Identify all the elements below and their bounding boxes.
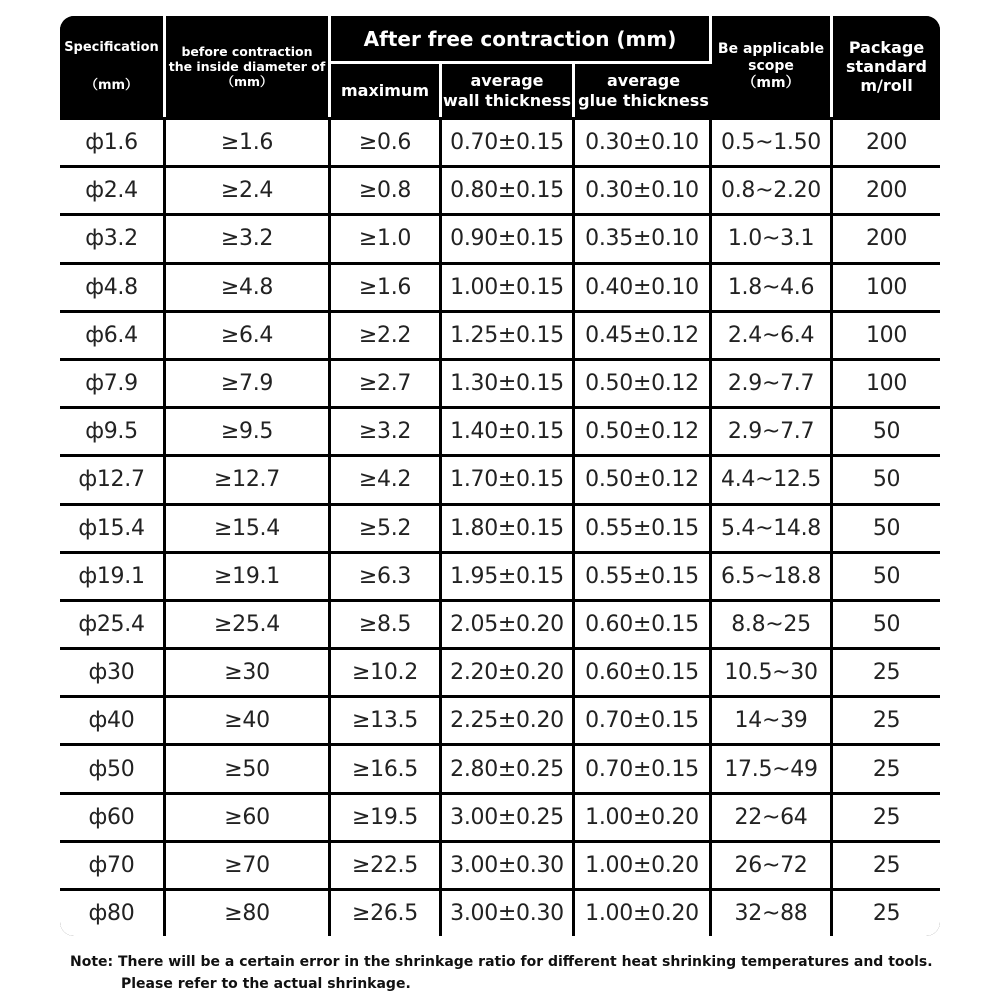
header-specification-unit: （mm） [84, 77, 139, 93]
cell-applicable-scope: 5.4~14.8 [712, 503, 833, 551]
table-row [60, 599, 940, 647]
spec-table [60, 16, 940, 936]
cell-package-standard: 25 [833, 840, 940, 888]
header-average-glue-thickness [575, 64, 712, 117]
cell-package-standard: 50 [833, 551, 940, 599]
cell-glue-thickness: 0.50±0.12 [575, 406, 712, 454]
table-row [60, 792, 940, 840]
cell-inside-diameter: ≥12.7 [166, 454, 331, 502]
cell-package-standard: 50 [833, 599, 940, 647]
cell-wall-thickness: 2.25±0.20 [442, 695, 575, 743]
cell-glue-thickness: 0.55±0.15 [575, 551, 712, 599]
cell-applicable-scope: 26~72 [712, 840, 833, 888]
cell-specification: ф4.8 [60, 262, 166, 310]
header-before-unit: （mm） [221, 74, 273, 89]
cell-glue-thickness: 0.45±0.12 [575, 310, 712, 358]
cell-inside-diameter: ≥15.4 [166, 503, 331, 551]
cell-applicable-scope: 2.4~6.4 [712, 310, 833, 358]
header-scope-unit: （mm） [742, 74, 800, 91]
cell-applicable-scope: 0.5~1.50 [712, 117, 833, 165]
cell-package-standard: 200 [833, 165, 940, 213]
table-row [60, 358, 940, 406]
cell-wall-thickness: 2.05±0.20 [442, 599, 575, 647]
cell-wall-thickness: 0.90±0.15 [442, 213, 575, 261]
cell-package-standard: 50 [833, 503, 940, 551]
cell-specification: ф6.4 [60, 310, 166, 358]
cell-applicable-scope: 1.0~3.1 [712, 213, 833, 261]
table-row [60, 647, 940, 695]
cell-applicable-scope: 6.5~18.8 [712, 551, 833, 599]
cell-maximum: ≥1.0 [331, 213, 442, 261]
cell-maximum: ≥6.3 [331, 551, 442, 599]
cell-applicable-scope: 2.9~7.7 [712, 406, 833, 454]
cell-maximum: ≥0.8 [331, 165, 442, 213]
table-row [60, 551, 940, 599]
table-row [60, 454, 940, 502]
header-maximum: maximum [331, 64, 442, 117]
cell-wall-thickness: 0.70±0.15 [442, 117, 575, 165]
cell-wall-thickness: 3.00±0.25 [442, 792, 575, 840]
table-row [60, 503, 940, 551]
cell-applicable-scope: 32~88 [712, 888, 833, 936]
cell-maximum: ≥8.5 [331, 599, 442, 647]
header-wall-line1: average [470, 71, 544, 91]
cell-wall-thickness: 0.80±0.15 [442, 165, 575, 213]
cell-inside-diameter: ≥60 [166, 792, 331, 840]
cell-glue-thickness: 0.60±0.15 [575, 599, 712, 647]
cell-inside-diameter: ≥50 [166, 743, 331, 791]
cell-specification: ф70 [60, 840, 166, 888]
cell-glue-thickness: 1.00±0.20 [575, 888, 712, 936]
cell-specification: ф9.5 [60, 406, 166, 454]
cell-inside-diameter: ≥4.8 [166, 262, 331, 310]
table-row [60, 117, 940, 165]
header-before-line2: the inside diameter of [168, 59, 326, 74]
cell-applicable-scope: 22~64 [712, 792, 833, 840]
cell-wall-thickness: 1.70±0.15 [442, 454, 575, 502]
cell-wall-thickness: 1.80±0.15 [442, 503, 575, 551]
table-row [60, 695, 940, 743]
cell-inside-diameter: ≥3.2 [166, 213, 331, 261]
cell-applicable-scope: 17.5~49 [712, 743, 833, 791]
cell-wall-thickness: 1.40±0.15 [442, 406, 575, 454]
cell-maximum: ≥2.2 [331, 310, 442, 358]
cell-wall-thickness: 2.80±0.25 [442, 743, 575, 791]
cell-glue-thickness: 0.50±0.12 [575, 358, 712, 406]
table-body [60, 117, 940, 936]
cell-glue-thickness: 0.55±0.15 [575, 503, 712, 551]
table-header [60, 16, 940, 117]
table-row [60, 406, 940, 454]
cell-inside-diameter: ≥25.4 [166, 599, 331, 647]
cell-glue-thickness: 0.50±0.12 [575, 454, 712, 502]
header-specification [60, 16, 166, 117]
cell-wall-thickness: 1.30±0.15 [442, 358, 575, 406]
cell-package-standard: 25 [833, 888, 940, 936]
header-scope-line2: scope [748, 58, 794, 75]
cell-package-standard: 25 [833, 792, 940, 840]
header-scope-line1: Be applicable [717, 41, 825, 58]
cell-glue-thickness: 0.60±0.15 [575, 647, 712, 695]
cell-applicable-scope: 14~39 [712, 695, 833, 743]
cell-package-standard: 25 [833, 647, 940, 695]
cell-inside-diameter: ≥70 [166, 840, 331, 888]
cell-glue-thickness: 0.35±0.10 [575, 213, 712, 261]
header-before-line1: before contraction [181, 44, 313, 59]
cell-package-standard: 200 [833, 213, 940, 261]
cell-applicable-scope: 4.4~12.5 [712, 454, 833, 502]
cell-glue-thickness: 0.70±0.15 [575, 743, 712, 791]
header-glue-line1: average [606, 71, 681, 91]
table-row [60, 310, 940, 358]
table-row [60, 743, 940, 791]
cell-package-standard: 25 [833, 695, 940, 743]
cell-maximum: ≥13.5 [331, 695, 442, 743]
cell-maximum: ≥3.2 [331, 406, 442, 454]
spec-table-container [60, 16, 940, 936]
cell-specification: ф7.9 [60, 358, 166, 406]
cell-specification: ф25.4 [60, 599, 166, 647]
cell-glue-thickness: 1.00±0.20 [575, 840, 712, 888]
cell-maximum: ≥19.5 [331, 792, 442, 840]
cell-inside-diameter: ≥9.5 [166, 406, 331, 454]
cell-specification: ф15.4 [60, 503, 166, 551]
header-glue-line2: glue thickness [578, 90, 709, 110]
cell-wall-thickness: 1.25±0.15 [442, 310, 575, 358]
header-package-standard [833, 16, 940, 117]
cell-wall-thickness: 2.20±0.20 [442, 647, 575, 695]
cell-package-standard: 50 [833, 406, 940, 454]
cell-specification: ф30 [60, 647, 166, 695]
cell-glue-thickness: 0.40±0.10 [575, 262, 712, 310]
footnote-line2: Please refer to the actual shrinkage. [121, 976, 411, 992]
header-specification-label: Specification [64, 39, 159, 55]
cell-maximum: ≥26.5 [331, 888, 442, 936]
cell-maximum: ≥2.7 [331, 358, 442, 406]
header-wall-line2: wall thickness [442, 90, 572, 110]
cell-glue-thickness: 0.70±0.15 [575, 695, 712, 743]
cell-applicable-scope: 0.8~2.20 [712, 165, 833, 213]
footnote [70, 951, 970, 995]
cell-specification: ф12.7 [60, 454, 166, 502]
cell-glue-thickness: 1.00±0.20 [575, 792, 712, 840]
cell-specification: ф40 [60, 695, 166, 743]
cell-maximum: ≥5.2 [331, 503, 442, 551]
cell-wall-thickness: 3.00±0.30 [442, 840, 575, 888]
cell-inside-diameter: ≥30 [166, 647, 331, 695]
cell-specification: ф60 [60, 792, 166, 840]
header-package-line2: standard [846, 56, 927, 76]
cell-maximum: ≥1.6 [331, 262, 442, 310]
cell-inside-diameter: ≥6.4 [166, 310, 331, 358]
header-after-free-contraction: After free contraction (mm) [331, 16, 712, 64]
footnote-line1: Note: There will be a certain error in the shrinkage ratio for different heat shrinking temperatures and tools. [70, 954, 933, 970]
cell-inside-diameter: ≥19.1 [166, 551, 331, 599]
cell-inside-diameter: ≥7.9 [166, 358, 331, 406]
table-row [60, 165, 940, 213]
cell-inside-diameter: ≥40 [166, 695, 331, 743]
table-row [60, 213, 940, 261]
cell-specification: ф2.4 [60, 165, 166, 213]
cell-applicable-scope: 1.8~4.6 [712, 262, 833, 310]
cell-package-standard: 25 [833, 743, 940, 791]
cell-package-standard: 200 [833, 117, 940, 165]
cell-maximum: ≥4.2 [331, 454, 442, 502]
cell-applicable-scope: 8.8~25 [712, 599, 833, 647]
header-average-wall-thickness [442, 64, 575, 117]
cell-inside-diameter: ≥80 [166, 888, 331, 936]
cell-package-standard: 100 [833, 262, 940, 310]
cell-package-standard: 100 [833, 358, 940, 406]
cell-specification: ф3.2 [60, 213, 166, 261]
cell-maximum: ≥10.2 [331, 647, 442, 695]
cell-maximum: ≥0.6 [331, 117, 442, 165]
table-row [60, 840, 940, 888]
cell-applicable-scope: 2.9~7.7 [712, 358, 833, 406]
header-package-line1: Package [848, 37, 925, 57]
cell-applicable-scope: 10.5~30 [712, 647, 833, 695]
table-row [60, 262, 940, 310]
cell-wall-thickness: 1.95±0.15 [442, 551, 575, 599]
header-applicable-scope [712, 16, 833, 117]
header-package-line3: m/roll [860, 76, 913, 96]
cell-glue-thickness: 0.30±0.10 [575, 117, 712, 165]
cell-inside-diameter: ≥1.6 [166, 117, 331, 165]
cell-inside-diameter: ≥2.4 [166, 165, 331, 213]
cell-specification: ф1.6 [60, 117, 166, 165]
cell-package-standard: 100 [833, 310, 940, 358]
cell-wall-thickness: 1.00±0.15 [442, 262, 575, 310]
cell-specification: ф19.1 [60, 551, 166, 599]
cell-package-standard: 50 [833, 454, 940, 502]
cell-specification: ф80 [60, 888, 166, 936]
cell-maximum: ≥16.5 [331, 743, 442, 791]
cell-maximum: ≥22.5 [331, 840, 442, 888]
cell-specification: ф50 [60, 743, 166, 791]
cell-glue-thickness: 0.30±0.10 [575, 165, 712, 213]
header-before-contraction [166, 16, 331, 117]
cell-wall-thickness: 3.00±0.30 [442, 888, 575, 936]
table-row [60, 888, 940, 936]
